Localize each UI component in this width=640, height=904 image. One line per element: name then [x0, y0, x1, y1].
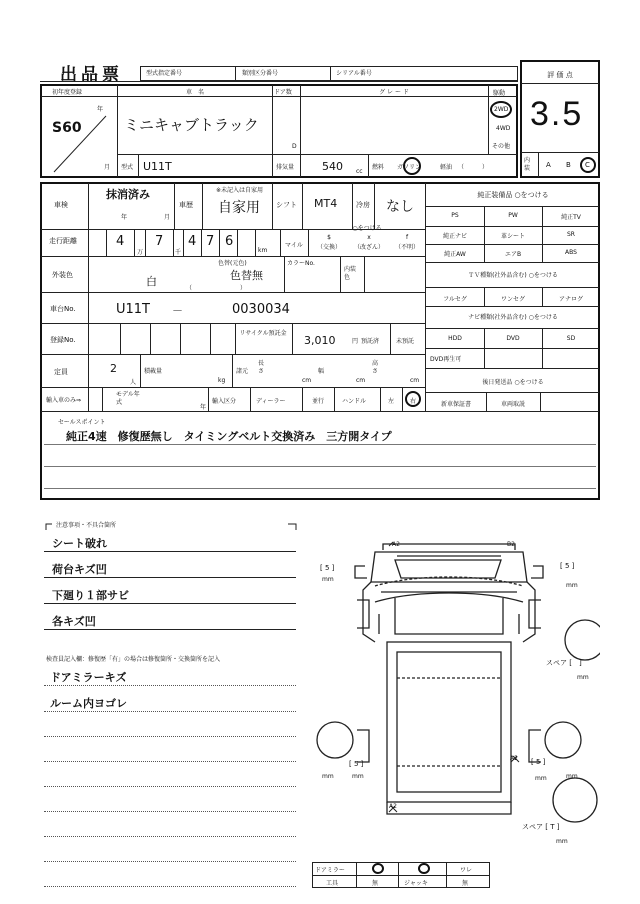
inspection-month-unit: 月	[164, 214, 171, 221]
changed-sym: x	[367, 234, 371, 241]
equip-airbag: エアB	[504, 251, 522, 258]
tire-rr-outer-mm: mm	[566, 773, 578, 780]
color-no-label: カラーNo.	[287, 260, 315, 267]
handle-label: ハンドル	[342, 398, 367, 405]
ac-label: 冷房	[356, 201, 370, 209]
page-title: 出品票	[60, 65, 123, 85]
history-label: 車歴	[179, 201, 193, 209]
fuel-label: 燃料	[372, 164, 385, 171]
tire-rl-mm: mm	[352, 773, 364, 780]
spare-bottom-text: スペア	[522, 823, 543, 831]
dealer-label: ディーラー	[256, 398, 286, 405]
spare-bottom-label: スペア [ T ]	[522, 823, 560, 831]
chassis-number: 0030034	[232, 302, 290, 317]
tire-rr-mm: mm	[535, 775, 547, 782]
history-note: ※未記入は自家用	[216, 187, 264, 194]
note-item-4: 各キズ凹	[52, 615, 96, 628]
recycle-label: リサイクル預託金	[239, 330, 287, 337]
interior-b: B	[566, 161, 571, 169]
color-label: 外装色	[52, 271, 73, 279]
tire-rl-bracket: [ 5 ]	[349, 760, 364, 768]
note-item-2: 荷台キズ凹	[52, 563, 107, 576]
type-value: U11T	[143, 160, 172, 173]
tv-oneseg: ワンセグ	[500, 296, 525, 303]
mileage-man-unit: 万	[137, 249, 144, 256]
color-value: 白	[146, 275, 157, 288]
inspector-item-1: ドアミラーキズ	[50, 671, 127, 684]
sales-point-text: 純正4速 修復歴無し タイミングベルト交換済み 三方開タイプ	[66, 430, 392, 443]
equip-ps: PS	[451, 212, 459, 219]
drive-other: その他	[492, 143, 511, 150]
interior-color-label: 内装色	[344, 266, 357, 281]
repaint-paren: （ ）	[186, 285, 247, 292]
equipment-title: 純正装備品 ○をつける	[477, 191, 549, 199]
interior-c: C	[585, 161, 590, 169]
equip-navi: 純正ナビ	[442, 233, 467, 240]
ac-value: なし	[386, 199, 414, 215]
import-label: 輸入車のみ⇒	[46, 397, 82, 404]
spare-top-text: スペア	[546, 659, 567, 667]
jack-value: 無	[462, 880, 469, 887]
mirror-left-circle	[372, 863, 384, 874]
length-cm-unit: cm	[302, 377, 312, 384]
repaint-value: 色替無	[230, 269, 263, 282]
height-cm-unit: cm	[410, 377, 420, 384]
equip-tv: 純正TV	[561, 214, 581, 221]
interior-a: A	[546, 161, 551, 169]
notes-label: 注意事項・不具合箇所	[56, 522, 117, 529]
diagram-a2-top: A2	[392, 541, 400, 548]
handle-right: 右	[410, 398, 417, 405]
score-value: 3.5	[530, 95, 584, 133]
import-class-label: 輸入区分	[212, 398, 237, 405]
exchange-label: （交換）	[316, 244, 341, 251]
cc-unit: cc	[356, 168, 363, 175]
drive-4wd: 4WD	[496, 125, 511, 132]
handle-right-circle	[405, 391, 421, 407]
category-label: 類別区分番号	[242, 70, 279, 77]
mileage-sen-unit: 千	[175, 249, 182, 256]
fuel-gasoline: ガソリン	[397, 164, 422, 171]
sales-point-label: セールスポイント	[58, 419, 106, 426]
not-deposited-label: 未預託	[396, 338, 415, 345]
mileage-label: 走行距離	[49, 237, 77, 245]
fuel-gasoline-circle	[403, 157, 421, 175]
chassis-label: 車台No.	[50, 305, 76, 313]
spare-bottom-value: T	[550, 823, 555, 831]
door-unit: D	[292, 143, 297, 150]
header-strip	[140, 66, 518, 81]
height-label: 高さ	[372, 360, 379, 375]
later-title: 後日発送品 ○をつける	[482, 379, 544, 386]
tire-rl-value: 5	[353, 760, 359, 768]
truck-diagram	[305, 530, 600, 860]
doors-label: ドア数	[274, 89, 292, 96]
serial-label: シリアル番号	[336, 70, 372, 77]
spare-bottom-mm: mm	[556, 838, 568, 845]
width-cm-unit: cm	[356, 377, 366, 384]
mileage-km-unit: km	[258, 247, 268, 254]
tire-fl-value: 5	[324, 564, 330, 572]
inspection-year-unit: 年	[121, 214, 128, 221]
first-reg-slash	[44, 100, 116, 176]
inspector-label: 検査員記入欄：修復歴「有」の場合は修復箇所・交換箇所を記入	[46, 656, 221, 663]
mileage-digit-4: 7	[206, 234, 215, 249]
type-cert-label: 型式指定番号	[146, 70, 183, 77]
tv-fullseg: フルセグ	[443, 296, 467, 303]
tv-analog: アナログ	[558, 296, 583, 303]
fuel-paren: （ ）	[458, 164, 489, 171]
inspection-value: 抹消済み	[106, 188, 150, 201]
jack-label: ジャッキ	[404, 880, 428, 887]
model-year-unit: 年	[200, 404, 207, 411]
shift-value: MT4	[314, 197, 338, 210]
capacity-value: 2	[110, 362, 117, 375]
first-reg-month-unit: 月	[104, 164, 111, 171]
grade-label: 評 価 点	[547, 71, 573, 79]
first-reg-label: 初年度登録	[52, 89, 83, 96]
mile-label: マイル	[285, 242, 303, 249]
drive-2wd: 2WD	[494, 106, 509, 113]
tire-fr-value: 5	[564, 562, 570, 570]
history-value: 自家用	[218, 200, 260, 216]
crack-label: ワレ	[460, 867, 473, 874]
mileage-digit-2: 7	[155, 234, 164, 249]
parallel-label: 並行	[312, 398, 325, 405]
later-manual: 車両取説	[500, 401, 525, 408]
mileage-digit-1: 4	[116, 234, 125, 249]
model-name-label: 車 名	[185, 89, 204, 96]
mirror-label: ドアミラー	[315, 867, 345, 874]
model-year-label: モデル年式	[116, 391, 140, 406]
tools-label: 工具	[326, 880, 339, 887]
inspection-label: 車検	[54, 201, 68, 209]
unknown-label: （不明）	[394, 244, 419, 251]
exchange-sym: $	[327, 234, 331, 241]
handle-left: 左	[388, 398, 395, 405]
navi-dvd: DVD	[506, 335, 520, 342]
note-item-3: 下廻り１部サビ	[52, 589, 129, 602]
mileage-circle-note: ○をつける	[352, 225, 382, 232]
interior-label: 内装	[524, 157, 531, 172]
deposited-label: 預託済	[361, 338, 380, 345]
tire-fl-bracket: [ 5 ]	[320, 564, 335, 572]
width-label: 幅	[318, 368, 325, 375]
first-reg-value: S60	[52, 120, 82, 136]
dvd-play-label: DVD再生可	[430, 356, 462, 363]
equip-leather: 革シート	[500, 233, 525, 240]
later-warranty: 新車保証書	[440, 401, 471, 408]
navi-sd: SD	[566, 335, 576, 342]
spare-top-label: スペア [ ]	[546, 659, 582, 667]
tire-fl-mm: mm	[322, 576, 334, 583]
interior-c-circle	[580, 157, 596, 173]
tire-rr-value: 5	[535, 758, 541, 766]
diagram-b2-top: B2	[507, 541, 515, 548]
navi-title: ナビ種類(社外品含む) ○をつける	[468, 314, 558, 321]
recycle-unit: 円	[352, 338, 359, 345]
shift-label: シフト	[276, 201, 297, 209]
equip-aw: 純正AW	[444, 251, 466, 258]
spare-top-mm: mm	[577, 674, 589, 681]
unknown-sym: f	[405, 234, 409, 241]
tire-rr-bracket: [ 5 ]	[531, 758, 546, 766]
grade-col-label: グ レ ー ド	[379, 89, 409, 96]
capacity-unit: 人	[130, 379, 137, 386]
tire-fr-bracket: [ 5 ]	[560, 562, 575, 570]
diagram-a2-bottom: A2	[389, 803, 397, 810]
type-label: 型式	[121, 164, 134, 171]
title-underline	[40, 81, 518, 82]
mileage-digit-3: 4	[188, 234, 197, 249]
load-kg-unit: kg	[218, 377, 226, 384]
load-label: 積載量	[144, 368, 163, 375]
model-name-value: ミニキャブトラック	[124, 116, 259, 134]
inspector-item-2: ルーム内ヨゴレ	[50, 697, 127, 710]
repaint-label: 色替(元色)	[218, 260, 247, 267]
mirror-right-circle	[418, 863, 430, 874]
equip-abs: ABS	[565, 249, 577, 256]
changed-label: （改ざん）	[353, 244, 384, 251]
fuel-diesel: 軽油	[440, 164, 453, 171]
recycle-value: 3,010	[304, 334, 336, 347]
chassis-prefix: U11T	[116, 302, 150, 317]
note-item-1: シート破れ	[52, 537, 107, 550]
navi-hdd: HDD	[448, 335, 462, 342]
dims-label: 諸元	[236, 368, 249, 375]
chassis-dash: －	[172, 304, 183, 317]
displacement-label: 排気量	[276, 164, 295, 171]
drive-label: 駆動	[493, 90, 506, 97]
tire-fr-mm: mm	[566, 582, 578, 589]
length-label: 長さ	[258, 360, 265, 375]
equip-sr: SR	[567, 231, 575, 238]
mileage-digit-5: 6	[225, 234, 234, 249]
equip-pw: PW	[508, 212, 518, 219]
drive-2wd-circle	[490, 101, 512, 118]
registration-label: 登録No.	[50, 336, 76, 344]
tire-rl-outer-mm: mm	[322, 773, 334, 780]
displacement-value: 540	[322, 160, 343, 173]
capacity-label: 定員	[54, 368, 68, 376]
tv-title: ＴＶ種類(社外品含む) ○をつける	[468, 272, 558, 279]
tools-value: 無	[372, 880, 379, 887]
diagram-a2-right: A2	[510, 755, 518, 762]
first-reg-year-unit: 年	[97, 106, 104, 113]
